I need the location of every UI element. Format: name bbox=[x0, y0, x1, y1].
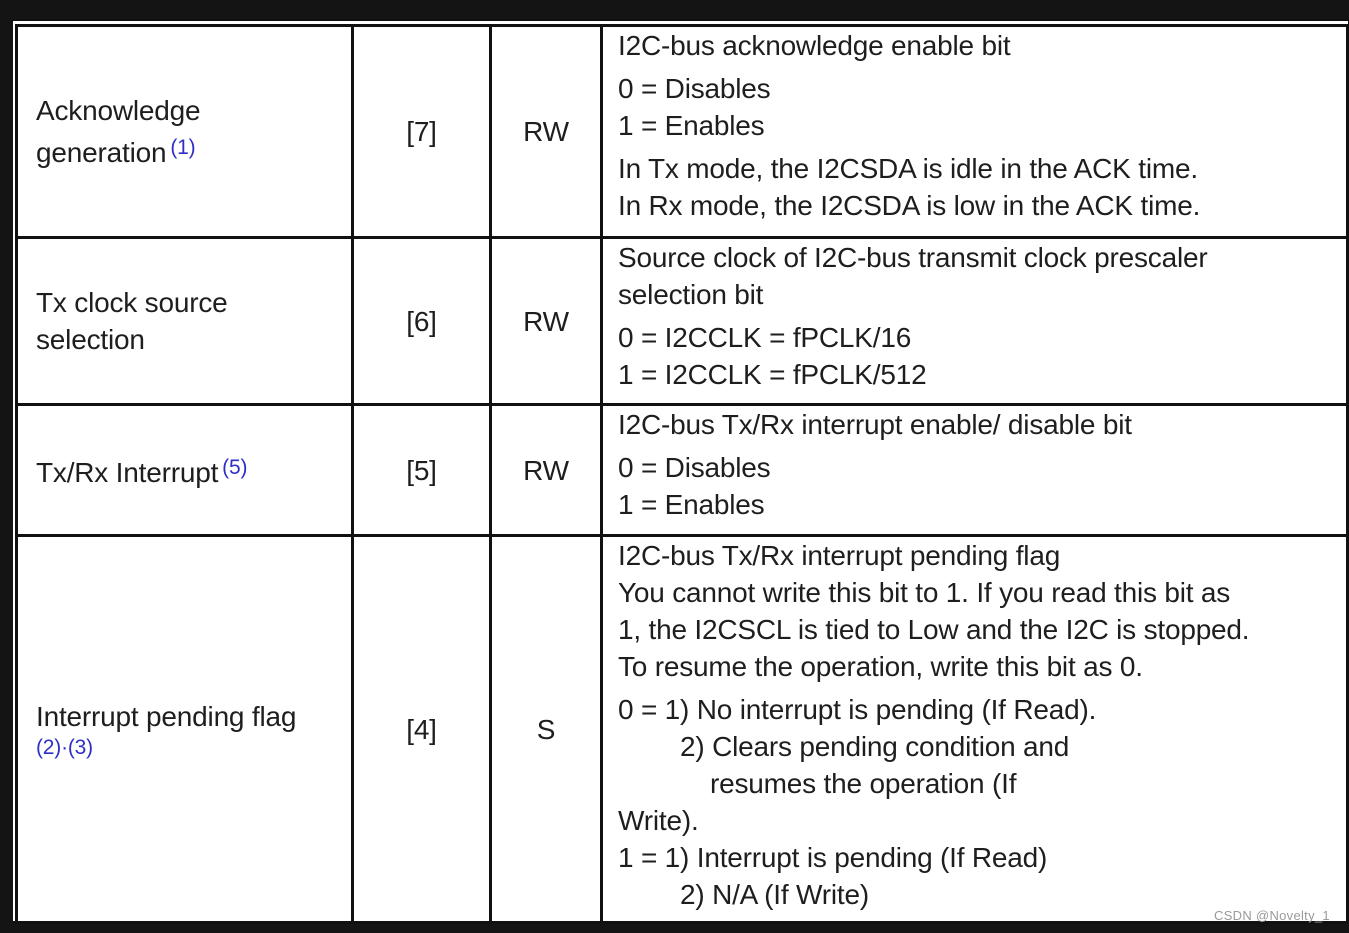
desc-line: I2C-bus acknowledge enable bit bbox=[618, 30, 1011, 61]
access-type: RW bbox=[491, 238, 602, 405]
desc-line: 0 = Disables bbox=[618, 452, 771, 483]
desc-line: Write). bbox=[618, 805, 699, 836]
field-name: Tx clock source bbox=[36, 287, 228, 318]
access-type: S bbox=[491, 536, 602, 923]
description-cell bbox=[602, 536, 1348, 923]
field-name-cell bbox=[17, 405, 353, 536]
desc-line: In Rx mode, the I2CSDA is low in the ACK time. bbox=[618, 190, 1201, 221]
desc-line: 2) Clears pending condition and bbox=[680, 731, 1070, 762]
field-name-cell bbox=[17, 26, 353, 238]
desc-line: 0 = I2CCLK = fPCLK/16 bbox=[618, 322, 912, 353]
bit-position: [6] bbox=[353, 238, 491, 405]
desc-line: selection bit bbox=[618, 279, 764, 310]
access-type: RW bbox=[491, 26, 602, 238]
table-row-bit4 bbox=[17, 536, 1348, 923]
table-row-bit7 bbox=[17, 26, 1348, 238]
desc-line: To resume the operation, write this bit as 0. bbox=[618, 651, 1143, 682]
bit-position: [4] bbox=[353, 536, 491, 923]
desc-line: Source clock of I2C-bus transmit clock prescaler bbox=[618, 242, 1208, 273]
access-type: RW bbox=[491, 405, 602, 536]
desc-line: I2C-bus Tx/Rx interrupt pending flag bbox=[618, 540, 1061, 571]
description-cell bbox=[602, 26, 1348, 238]
bit-position: [5] bbox=[353, 405, 491, 536]
register-bit-table bbox=[15, 24, 1349, 924]
desc-line: I2C-bus Tx/Rx interrupt enable/ disable bit bbox=[618, 409, 1132, 440]
field-name-cell bbox=[17, 238, 353, 405]
desc-line: 1, the I2CSCL is tied to Low and the I2C is stopped. bbox=[618, 614, 1250, 645]
desc-line: 0 = Disables bbox=[618, 73, 771, 104]
desc-line: 1 = 1) Interrupt is pending (If Read) bbox=[618, 842, 1048, 873]
field-name-line2: generation bbox=[36, 137, 167, 168]
desc-line: 1 = Enables bbox=[618, 110, 765, 141]
table-top-rule bbox=[13, 19, 1349, 21]
desc-line: 0 = 1) No interrupt is pending (If Read). bbox=[618, 694, 1097, 725]
table-row-bit6 bbox=[17, 238, 1348, 405]
bit-position: [7] bbox=[353, 26, 491, 238]
footnote-link[interactable]: (5) bbox=[222, 456, 248, 479]
field-name: Tx/Rx Interrupt bbox=[36, 457, 219, 488]
field-name-cell bbox=[17, 536, 353, 923]
desc-line: 2) N/A (If Write) bbox=[680, 879, 869, 910]
field-name-line2: selection bbox=[36, 324, 145, 355]
table-bottom-rule bbox=[13, 921, 1349, 924]
desc-line: 1 = I2CCLK = fPCLK/512 bbox=[618, 359, 927, 390]
watermark: CSDN @Novelty_1 bbox=[1214, 908, 1330, 923]
desc-line: resumes the operation (If bbox=[710, 768, 1017, 799]
footnote-link[interactable]: (1) bbox=[170, 136, 196, 159]
table-row-bit5 bbox=[17, 405, 1348, 536]
description-cell bbox=[602, 405, 1348, 536]
desc-line: You cannot write this bit to 1. If you read this bit as bbox=[618, 577, 1231, 608]
field-name: Interrupt pending flag bbox=[36, 700, 297, 732]
desc-line: In Tx mode, the I2CSDA is idle in the ACK time. bbox=[618, 153, 1198, 184]
footnote-link[interactable]: (2)·(3) bbox=[36, 735, 93, 759]
description-cell bbox=[602, 238, 1348, 405]
desc-line: 1 = Enables bbox=[618, 489, 765, 520]
field-name: Acknowledge bbox=[36, 95, 201, 126]
